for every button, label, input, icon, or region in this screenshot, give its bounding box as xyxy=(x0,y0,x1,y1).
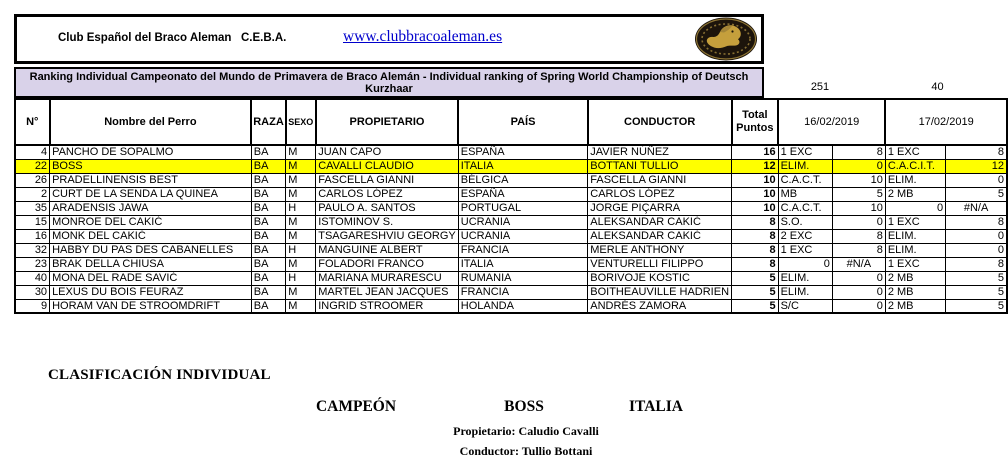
cell-owner: JUAN CAPO xyxy=(316,145,459,159)
cell-breed: BA xyxy=(251,187,286,201)
cell-day2-points: 8 xyxy=(946,257,1007,271)
cell-number: 30 xyxy=(15,285,50,299)
cell-day2-result: 1 EXC xyxy=(885,145,945,159)
cell-number: 26 xyxy=(15,173,50,187)
cell-number: 32 xyxy=(15,243,50,257)
cell-day1-points: 0 xyxy=(832,271,885,285)
cell-dog-name: MONK DEL CAKIĆ xyxy=(50,229,252,243)
cell-owner: CAVALLI CLAUDIO xyxy=(316,159,459,173)
header-number: N° xyxy=(15,99,50,145)
cell-sex: M xyxy=(286,173,316,187)
cell-handler: BORIVOJE KOSTIC xyxy=(588,271,732,285)
cell-handler: JAVIER NÚÑEZ xyxy=(588,145,732,159)
table-row xyxy=(15,159,1007,173)
cell-owner: TSAGARESHVIU GEORGY xyxy=(316,229,459,243)
cell-day2-result: 2 MB xyxy=(885,299,945,313)
club-header xyxy=(14,14,764,64)
club-logo-dog-medallion-icon xyxy=(694,17,758,61)
cell-total-points: 8 xyxy=(732,229,779,243)
cell-sex: H xyxy=(286,271,316,285)
cell-day1-points: 0 xyxy=(832,285,885,299)
cell-breed: BA xyxy=(251,145,286,159)
ranking-table xyxy=(14,98,1008,314)
cell-owner: MARIANA MURARESCU xyxy=(316,271,459,285)
cell-handler: JORGE PIÇARRA xyxy=(588,201,732,215)
cell-sex: H xyxy=(286,201,316,215)
cell-day1-result: S/C xyxy=(778,299,832,313)
cell-country: BÉLGICA xyxy=(458,173,588,187)
cell-day2-result: 2 MB xyxy=(885,187,945,201)
cell-day1-points: 10 xyxy=(832,173,885,187)
cell-dog-name: PANCHO DE SOPALMO xyxy=(50,145,252,159)
cell-day2-points: 5 xyxy=(946,299,1007,313)
cell-breed: BA xyxy=(251,159,286,173)
cell-number: 22 xyxy=(15,159,50,173)
cell-day1-points: 0 xyxy=(832,299,885,313)
cell-day1-result: ELIM. xyxy=(778,159,832,173)
cell-country: FRANCIA xyxy=(458,243,588,257)
cell-dog-name: BOSS xyxy=(50,159,252,173)
cell-sex: M xyxy=(286,229,316,243)
day2-total-count: 40 xyxy=(931,81,944,93)
cell-country: ITALIA xyxy=(458,159,588,173)
table-header-row xyxy=(15,99,1007,145)
cell-day2-points: 8 xyxy=(946,215,1007,229)
cell-country: HOLANDA xyxy=(458,299,588,313)
cell-total-points: 8 xyxy=(732,215,779,229)
table-row xyxy=(15,257,1007,271)
cell-handler: MERLE ANTHONY xyxy=(588,243,732,257)
cell-day1-result: ELIM. xyxy=(778,285,832,299)
cell-day1-points: 10 xyxy=(832,201,885,215)
cell-day1-result: 1 EXC xyxy=(778,145,832,159)
table-row xyxy=(15,285,1007,299)
cell-breed: BA xyxy=(251,271,286,285)
cell-dog-name: HABBY DU PAS DES CABANELLES xyxy=(50,243,252,257)
cell-day1-result: 0 xyxy=(778,257,832,271)
cell-owner: MARTEL JEAN JACQUES xyxy=(316,285,459,299)
cell-day1-points: 5 xyxy=(832,187,885,201)
cell-handler: VENTURELLI FILIPPO xyxy=(588,257,732,271)
cell-day1-points: #N/A xyxy=(832,257,885,271)
cell-day2-points: 0 xyxy=(946,229,1007,243)
cell-country: UCRANIA xyxy=(458,229,588,243)
cell-handler: ALEKSANDAR CAKIĆ xyxy=(588,229,732,243)
cell-handler: BOTTANI TULLIO xyxy=(588,159,732,173)
day1-total-count: 251 xyxy=(810,81,830,93)
cell-day1-result: ELIM. xyxy=(778,271,832,285)
cell-day2-result: 1 EXC xyxy=(885,257,945,271)
cell-number: 9 xyxy=(15,299,50,313)
cell-dog-name: CURT DE LA SENDA LA QUINEA xyxy=(50,187,252,201)
cell-dog-name: PRADELLINENSIS BEST xyxy=(50,173,252,187)
cell-country: RUMANIA xyxy=(458,271,588,285)
cell-day1-result: S.O. xyxy=(778,215,832,229)
cell-breed: BA xyxy=(251,229,286,243)
cell-owner: PAULO A. SANTOS xyxy=(316,201,459,215)
cell-day2-result: ELIM. xyxy=(885,229,945,243)
cell-total-points: 10 xyxy=(732,173,779,187)
cell-total-points: 10 xyxy=(732,187,779,201)
cell-sex: M xyxy=(286,257,316,271)
cell-country: FRANCIA xyxy=(458,285,588,299)
cell-day1-points: 0 xyxy=(832,215,885,229)
cell-country: PORTUGAL xyxy=(458,201,588,215)
cell-day1-result: C.A.C.T. xyxy=(778,173,832,187)
cell-dog-name: ARADENSIS JAWA xyxy=(50,201,252,215)
cell-number: 35 xyxy=(15,201,50,215)
cell-country: ESPAÑA xyxy=(458,187,588,201)
cell-total-points: 8 xyxy=(732,243,779,257)
table-row xyxy=(15,173,1007,187)
cell-total-points: 5 xyxy=(732,299,779,313)
cell-sex: M xyxy=(286,159,316,173)
champion-country: ITALIA xyxy=(629,398,683,415)
cell-breed: BA xyxy=(251,215,286,229)
cell-day2-result: C.A.C.I.T. xyxy=(885,159,945,173)
cell-day1-points: 8 xyxy=(832,145,885,159)
cell-breed: BA xyxy=(251,173,286,187)
cell-dog-name: MONROE DEL CAKIĆ xyxy=(50,215,252,229)
cell-handler: FASCELLA GIANNI xyxy=(588,173,732,187)
cell-day2-points: 12 xyxy=(946,159,1007,173)
cell-day2-result: 2 MB xyxy=(885,285,945,299)
cell-owner: MANGUINE ALBERT xyxy=(316,243,459,257)
champion-name: BOSS xyxy=(504,398,544,415)
cell-number: 2 xyxy=(15,187,50,201)
header-handler: CONDUCTOR xyxy=(588,99,732,145)
cell-breed: BA xyxy=(251,257,286,271)
cell-dog-name: MONA DEL RADE SAVIĆ xyxy=(50,271,252,285)
cell-breed: BA xyxy=(251,285,286,299)
cell-number: 16 xyxy=(15,229,50,243)
cell-sex: M xyxy=(286,145,316,159)
cell-country: ITALIA xyxy=(458,257,588,271)
cell-day2-result: 0 xyxy=(885,201,945,215)
cell-owner: FASCELLA GIANNI xyxy=(316,173,459,187)
cell-number: 15 xyxy=(15,215,50,229)
cell-day2-points: 0 xyxy=(946,173,1007,187)
champion-handler-line: Conductor: Tullio Bottani xyxy=(459,444,593,458)
cell-owner: FOLADORI FRANCO xyxy=(316,257,459,271)
cell-day2-points: 5 xyxy=(946,271,1007,285)
cell-total-points: 8 xyxy=(732,257,779,271)
cell-country: ESPAÑA xyxy=(458,145,588,159)
cell-number: 23 xyxy=(15,257,50,271)
cell-day2-points: 5 xyxy=(946,285,1007,299)
champion-owner-line: Propietario: Caludio Cavalli xyxy=(453,424,599,438)
champion-label: CAMPEÓN xyxy=(315,398,397,415)
table-row xyxy=(15,187,1007,201)
cell-owner: INGRID STROOMER xyxy=(316,299,459,313)
cell-day2-result: 1 EXC xyxy=(885,215,945,229)
cell-dog-name: HORAM VAN DE STROOMDRIFT xyxy=(50,299,252,313)
document-title-bar: Ranking Individual Campeonato del Mundo de Primavera de Braco Alemán - Individual ranking of Spring World Championship of Deutsch Kurzhaar xyxy=(14,67,764,98)
cell-handler: ALEKSANDAR CAKIĆ xyxy=(588,215,732,229)
classification-heading: CLASIFICACIÓN INDIVIDUAL xyxy=(48,367,271,383)
cell-day1-result: 1 EXC xyxy=(778,243,832,257)
cell-dog-name: LEXUS DU BOIS FEURAZ xyxy=(50,285,252,299)
cell-day1-result: 2 EXC xyxy=(778,229,832,243)
table-row xyxy=(15,201,1007,215)
header-day2-date: 17/02/2019 xyxy=(885,99,1007,145)
cell-sex: M xyxy=(286,285,316,299)
cell-handler: BOITHEAUVILLE HADRIEN xyxy=(588,285,732,299)
cell-day1-points: 0 xyxy=(832,159,885,173)
header-owner: PROPIETARIO xyxy=(316,99,459,145)
header-day1-date: 16/02/2019 xyxy=(778,99,885,145)
cell-day1-points: 8 xyxy=(832,243,885,257)
cell-breed: BA xyxy=(251,299,286,313)
cell-day1-result: C.A.C.T. xyxy=(778,201,832,215)
cell-owner: ISTOMINOV S. xyxy=(316,215,459,229)
cell-total-points: 5 xyxy=(732,285,779,299)
cell-handler: ANDRÉS ZAMORA xyxy=(588,299,732,313)
cell-owner: CARLOS LÓPEZ xyxy=(316,187,459,201)
table-row xyxy=(15,145,1007,159)
cell-total-points: 5 xyxy=(732,271,779,285)
cell-handler: CARLOS LÓPEZ xyxy=(588,187,732,201)
cell-day2-points: #N/A xyxy=(946,201,1007,215)
table-row xyxy=(15,271,1007,285)
cell-dog-name: BRAK DELLA CHIUSA xyxy=(50,257,252,271)
table-row xyxy=(15,229,1007,243)
table-row xyxy=(15,215,1007,229)
cell-sex: M xyxy=(286,215,316,229)
cell-breed: BA xyxy=(251,243,286,257)
cell-day2-points: 0 xyxy=(946,243,1007,257)
cell-total-points: 10 xyxy=(732,201,779,215)
club-name: Club Español del Braco Aleman C.E.B.A. xyxy=(58,32,287,44)
header-breed: RAZA xyxy=(251,99,286,145)
cell-day1-points: 8 xyxy=(832,229,885,243)
cell-breed: BA xyxy=(251,201,286,215)
cell-day1-result: MB xyxy=(778,187,832,201)
cell-sex: M xyxy=(286,299,316,313)
cell-day2-result: 2 MB xyxy=(885,271,945,285)
cell-number: 40 xyxy=(15,271,50,285)
cell-day2-result: ELIM. xyxy=(885,243,945,257)
table-row xyxy=(15,299,1007,313)
cell-day2-points: 5 xyxy=(946,187,1007,201)
cell-sex: H xyxy=(286,243,316,257)
cell-number: 4 xyxy=(15,145,50,159)
cell-day2-result: ELIM. xyxy=(885,173,945,187)
cell-day2-points: 8 xyxy=(946,145,1007,159)
table-row xyxy=(15,243,1007,257)
header-country: PAÍS xyxy=(458,99,588,145)
header-dog-name: Nombre del Perro xyxy=(50,99,252,145)
club-website-link[interactable]: www.clubbracoaleman.es xyxy=(343,28,503,45)
cell-country: UCRANIA xyxy=(458,215,588,229)
cell-total-points: 12 xyxy=(732,159,779,173)
cell-total-points: 16 xyxy=(732,145,779,159)
header-total-points: Total Puntos xyxy=(732,99,779,145)
header-sex: SEXO xyxy=(286,99,316,145)
table-body xyxy=(15,145,1007,313)
cell-sex: M xyxy=(286,187,316,201)
